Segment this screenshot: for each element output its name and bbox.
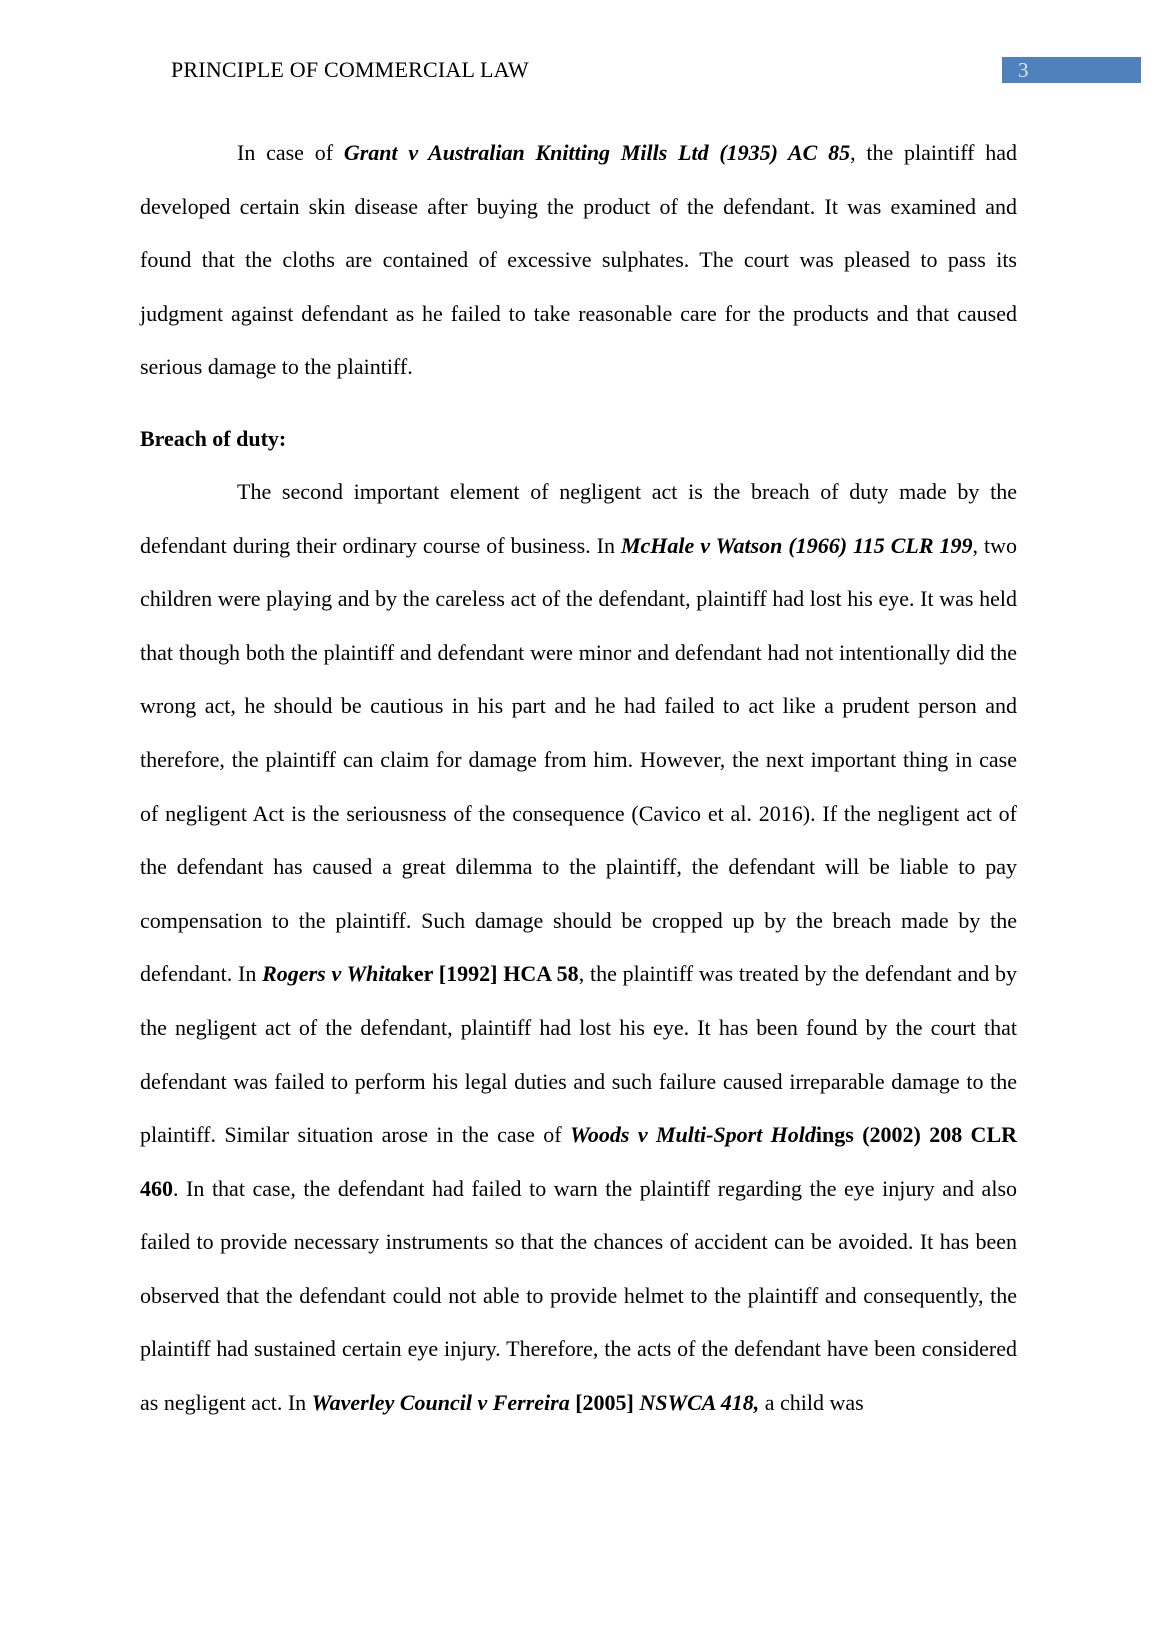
case-citation-waverley-year: [2005] [569, 1390, 640, 1416]
document-body [140, 126, 1017, 1430]
page-number: 3 [1018, 58, 1029, 82]
case-citation-rogers-italic: Rogers v Whita [262, 961, 402, 987]
text-run: , the plaintiff was treated by the defendant and by the negligent act of the defendant, plaintiff had lost his eye. It has been found by the court that defendant was failed to perform his legal duties and such failure caused irreparable damage to the plaintiff. Similar situation arose in the case of [140, 961, 1017, 1148]
running-header-title: PRINCIPLE OF COMMERCIAL LAW [171, 57, 529, 82]
page-number-box [1002, 57, 1141, 83]
case-citation-waverley-italic: Waverley Council v Ferreira [311, 1390, 570, 1416]
text-run: In case of [237, 140, 344, 165]
section-heading-breach-of-duty: Breach of duty: [140, 425, 287, 451]
text-run: . In that case, the defendant had failed to warn the plaintiff regarding the eye injury and also failed to provide necessary instruments so that the chances of accident can be avoided. It has been observed that the defendant could not able to provide helmet to the plaintiff and consequently, the plaintiff had sustained certain eye injury. Therefore, the acts of the defendant have been considered as negligent act. In [140, 1175, 1017, 1416]
case-citation-woods-italic: Woods v Multi-Sport Hold [569, 1122, 816, 1148]
case-citation-waverley-report: NSWCA 418, [639, 1390, 760, 1416]
case-citation-woods-bold: ings (2002) 208 CLR 460 [140, 1122, 1018, 1201]
paragraph-grant-case [140, 126, 1017, 394]
case-citation-rogers-bold: ker [1992] HCA 58 [401, 961, 579, 987]
text-run: , the plaintiff had developed certain skin disease after buying the product of the defendant. It was examined and found that the cloths are contained of excessive sulphates. The court was pleased to pass its judgment against defendant as he failed to take reasonable care for the products and that caused serious damage to the plaintiff. [140, 140, 1017, 380]
case-citation-mchale: McHale v Watson (1966) 115 CLR 199 [620, 532, 973, 558]
paragraph-breach-of-duty [140, 465, 1017, 1430]
text-run: The second important element of negligent act is the breach of duty made by the defendant during their ordinary course of business. In [140, 478, 1017, 558]
case-citation-grant: Grant v Australian Knitting Mills Ltd (1935) AC 85 [343, 140, 851, 165]
text-run: , two children were playing and by the careless act of the defendant, plaintiff had lost his eye. It was held that though both the plaintiff and defendant were minor and defendant had not intentionally did the wrong act, he should be cautious in his part and he had failed to act like a prudent person and therefore, the plaintiff can claim for damage from him. However, the next important thing in case of negligent Act is the seriousness of the consequence (Cavico et al. 2016). If the negligent act of the defendant has caused a great dilemma to the plaintiff, the defendant will be liable to pay compensation to the plaintiff. Such damage should be cropped up by the breach made by the defendant. In [140, 532, 1018, 987]
text-run: a child was [759, 1390, 864, 1416]
